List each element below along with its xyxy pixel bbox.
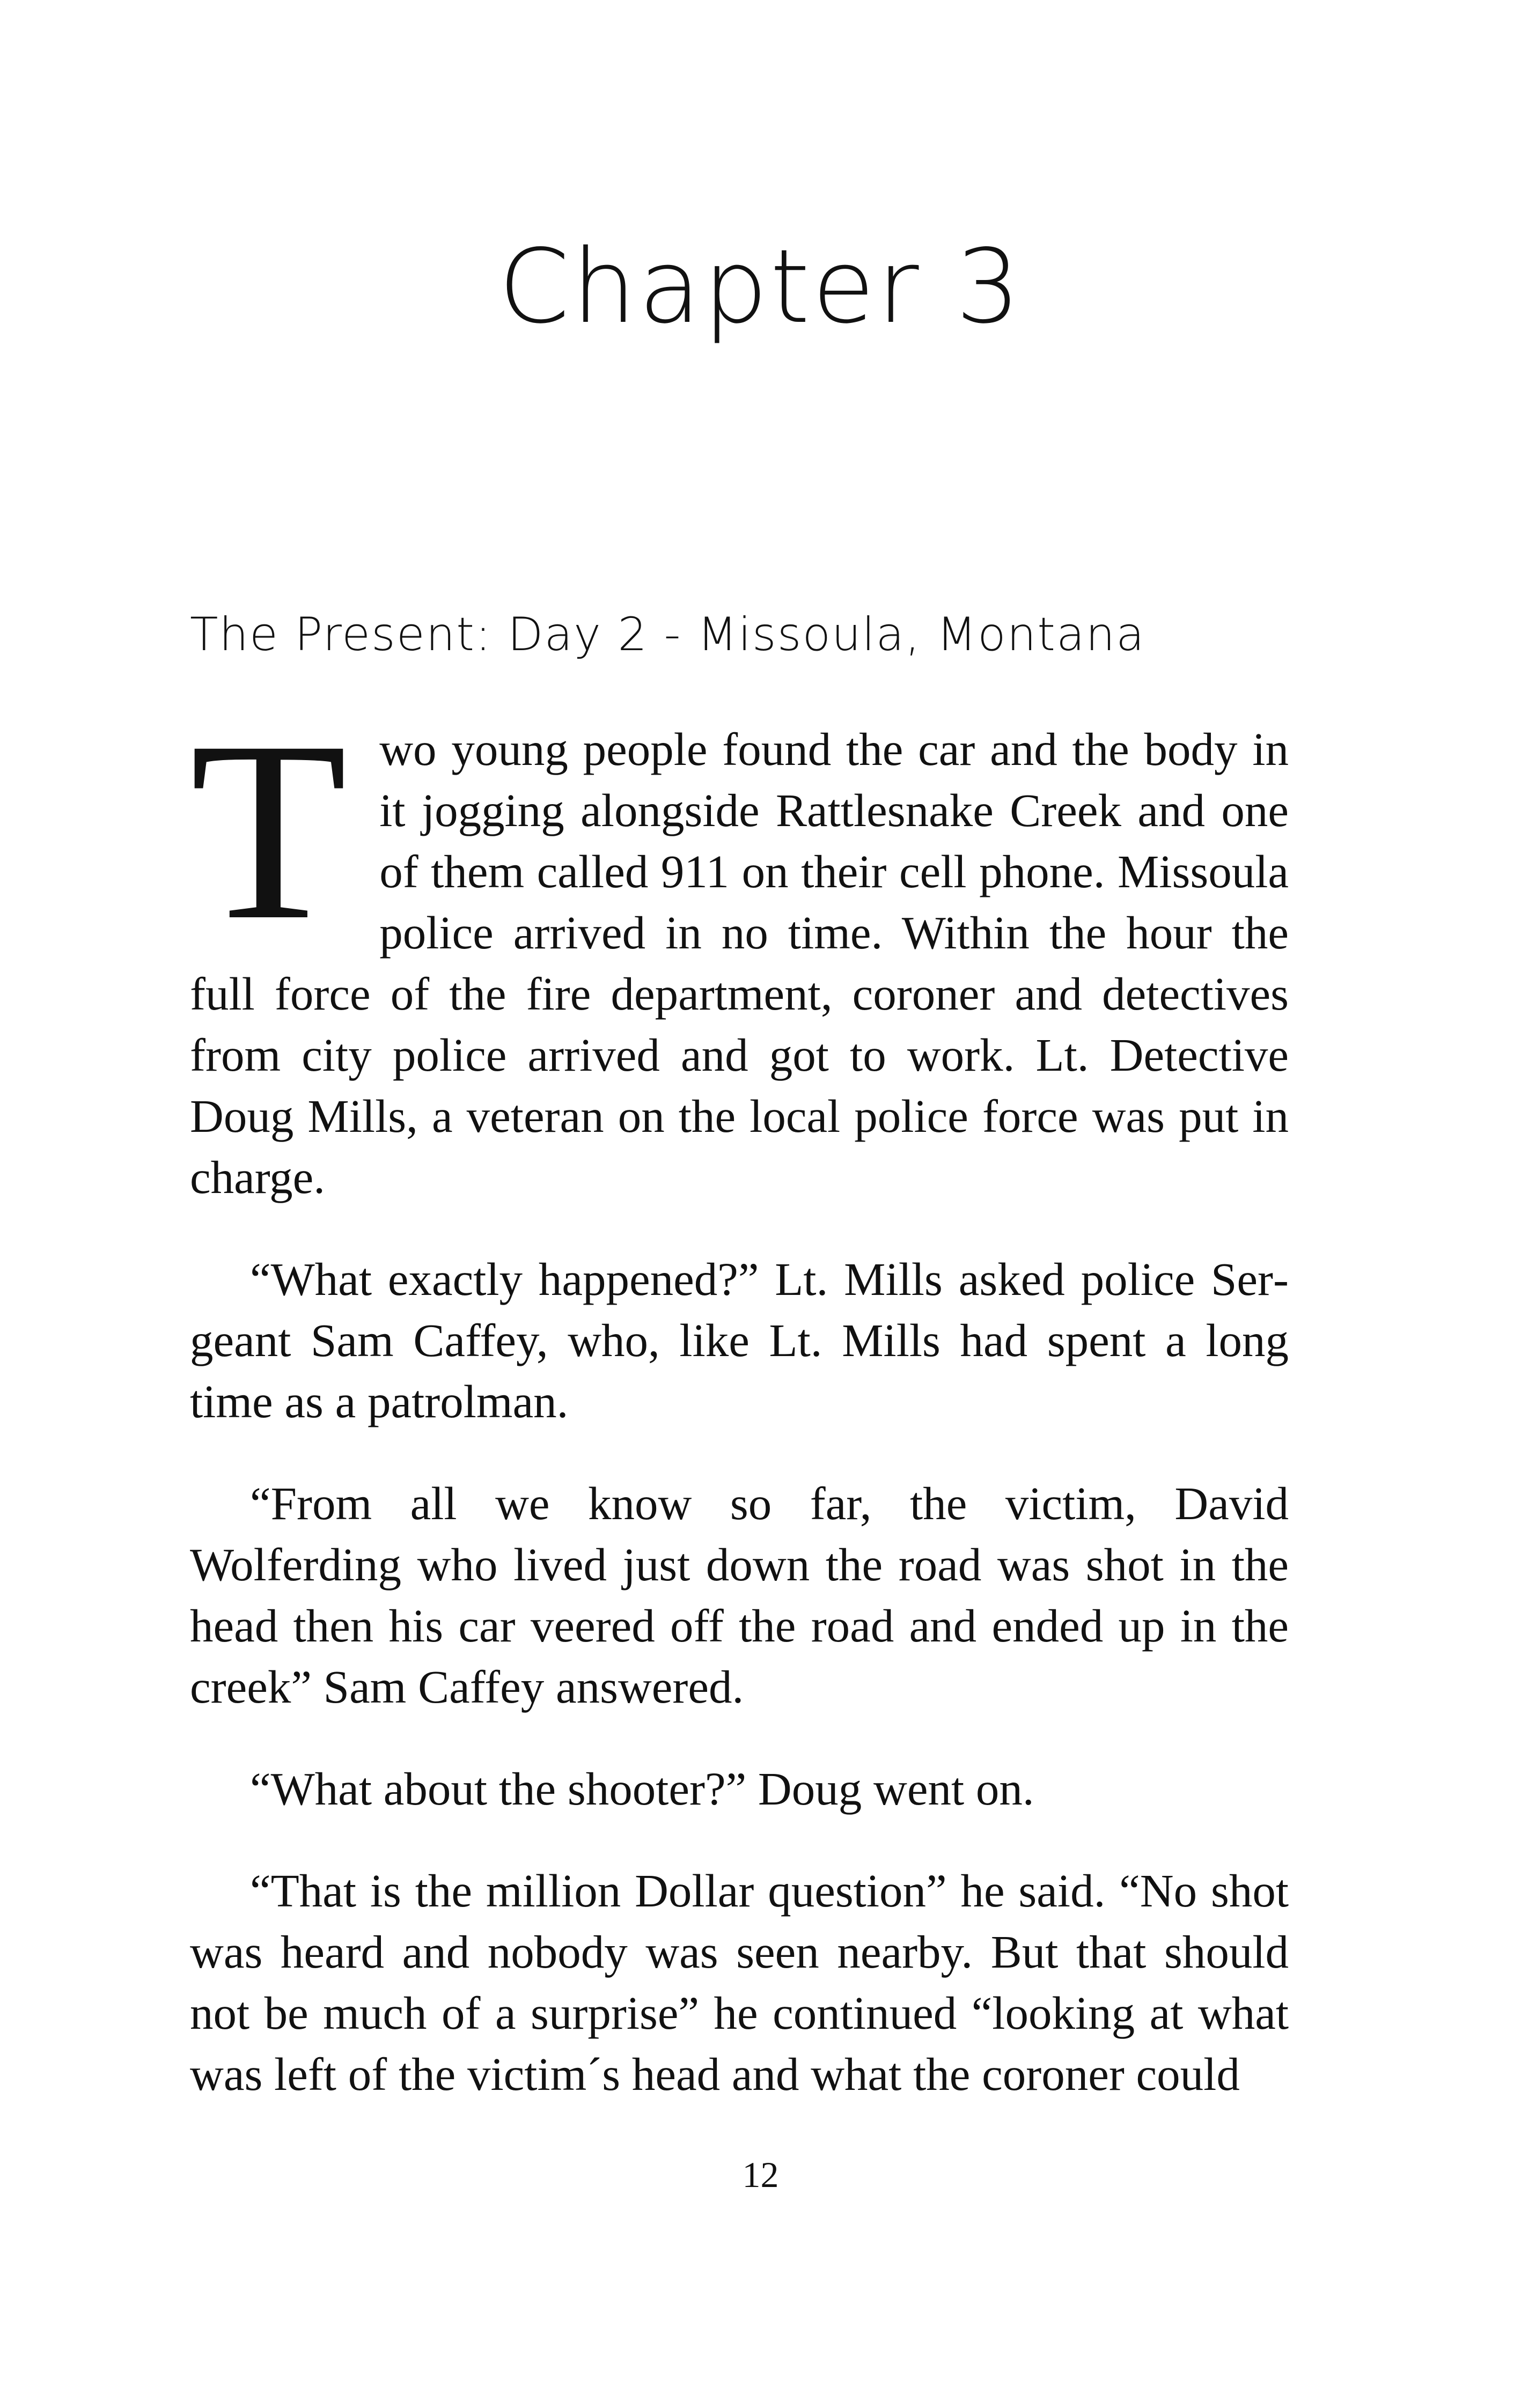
first-paragraph-text: wo young people found the car and the body in it jogging alongside Rattlesnake Creek and one of them called 911 on their cell phone. Missoula police arrived in no time. Within the hour the full force of the fire department, coroner and detectives from city police arrived and got to work. Lt. Detective Doug Mills, a veteran on the local police force was put in charge.: [190, 723, 1289, 1203]
first-paragraph: [190, 688, 1289, 1208]
drop-cap-letter: T: [190, 688, 348, 973]
page-number: 12: [742, 2154, 779, 2195]
paragraph: “That is the million Dollar question” he said. “No shot was heard and nobody was seen nearby. But that should not be much of a surprise” he continued “looking at what was left of the victim´s head and what the coroner could: [190, 1865, 1289, 2100]
paragraph: “What exactly happened?” Lt. Mills asked police Sergeant Sam Caffey, who, like Lt. Mills had spent a long time as a patrolman.: [190, 1253, 1289, 1427]
body-text: [190, 688, 1289, 2146]
paragraph: “From all we know so far, the victim, David Wolferding who lived just down the road was shot in the head then his car veered off the road and ended up in the creek” Sam Caffey answered.: [190, 1477, 1289, 1713]
chapter-subtitle: The Present: Day 2 - Missoula, Montana: [190, 608, 1145, 661]
paragraph: “What about the shooter?” Doug went on.: [250, 1763, 1034, 1815]
chapter-title: Chapter 3: [498, 227, 1023, 346]
